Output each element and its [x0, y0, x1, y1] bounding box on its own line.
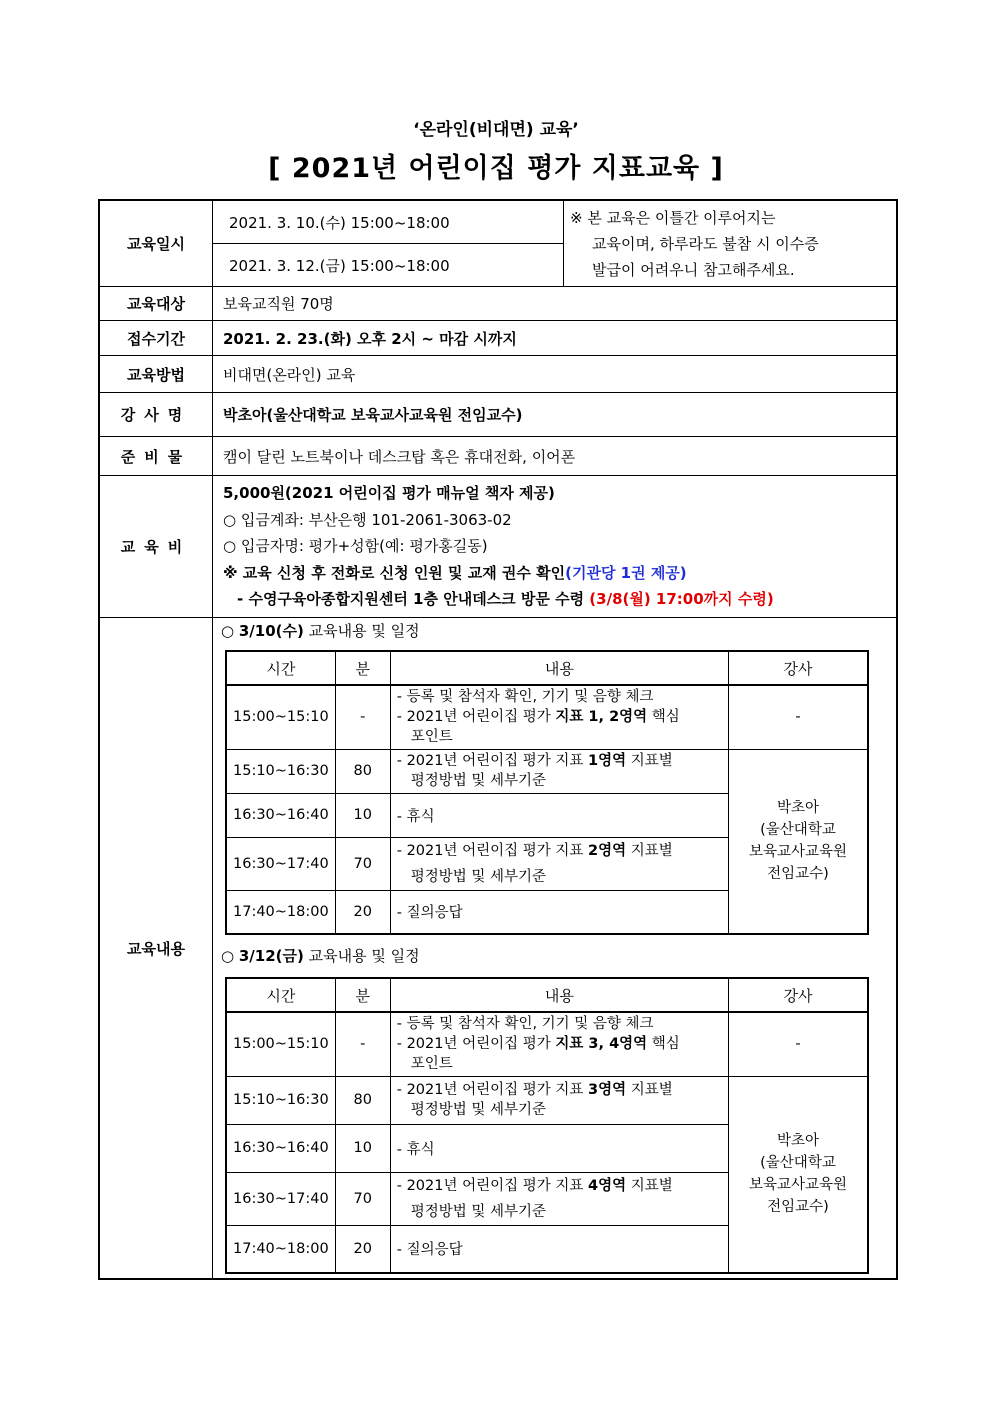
table-row: 17:40~18:00 20 - 질의응답 [226, 890, 868, 934]
label-content: 교육내용 [99, 618, 213, 1280]
col-time: 시간 [226, 651, 335, 685]
row-lecturer [99, 393, 897, 437]
table-row: 15:10~16:30 80 - 2021년 어린이집 평가 지표 3영역 지표별 평정방법 및 세부기준 박초아 (울산대학교 보육교사교육원 전임교수) [226, 1076, 868, 1124]
label-lecturer: 강사명 [99, 393, 213, 437]
col-lecturer: 강사 [729, 978, 869, 1012]
fee-value [213, 476, 898, 618]
lecturer-value: 박초아(울산대학교 보육교사교육원 전임교수) [213, 393, 898, 437]
row-target [99, 287, 897, 321]
table-row: 16:30~16:40 10 - 휴식 [226, 1124, 868, 1172]
col-lecturer: 강사 [729, 651, 869, 685]
row-fee [99, 476, 897, 618]
fee-account: ○ 입금계좌: 부산은행 101-2061-3063-02 [223, 510, 512, 529]
label-method: 교육방법 [99, 356, 213, 393]
label-date: 교육일시 [99, 200, 213, 287]
date-1: 2021. 3. 10.(수) 15:00~18:00 [213, 201, 564, 244]
day2-lecturer-cell: 박초아 (울산대학교 보육교사교육원 전임교수) [729, 1076, 869, 1273]
fee-amount: 5,000원(2021 어린이집 평가 매뉴얼 책자 제공) [223, 484, 555, 503]
date-note: ※ 본 교육은 이틀간 이루어지는 교육이며, 하루라도 불참 시 이수증 발급이 어려우니 참고해주세요. [570, 208, 819, 279]
label-target: 교육대상 [99, 287, 213, 321]
label-fee: 교육비 [99, 476, 213, 618]
day1-schedule-table [225, 650, 869, 935]
target-value: 보육교직원 70명 [213, 287, 898, 321]
document-title: [ 2021년 어린이집 평가 지표교육 ] [268, 153, 724, 184]
fee-notice: ※ 교육 신청 후 전화로 신청 인원 및 교재 권수 확인(기관당 1권 제공) [223, 563, 687, 582]
table-row: 16:30~17:40 70 - 2021년 어린이집 평가 지표 4영역 지표별 평정방법 및 세부기준 [226, 1172, 868, 1225]
col-time: 시간 [226, 978, 335, 1012]
table-row: 16:30~17:40 70 - 2021년 어린이집 평가 지표 2영역 지표별 평정방법 및 세부기준 [226, 837, 868, 890]
registration-value: 2021. 2. 23.(화) 오후 2시 ~ 마감 시까지 [213, 321, 898, 356]
method-value: 비대면(온라인) 교육 [213, 356, 898, 393]
fee-depositor: ○ 입금자명: 평가+성함(예: 평가홍길동) [223, 537, 488, 556]
table-row: 16:30~16:40 10 - 휴식 [226, 793, 868, 837]
row-registration [99, 321, 897, 356]
row-prep [99, 437, 897, 476]
day2-schedule-table [225, 977, 869, 1274]
table-row: 15:00~15:10 - - 등록 및 참석자 확인, 기기 및 음향 체크 - 2021년 어린이집 평가 지표 3, 4영역 핵심 포인트 - [226, 1012, 868, 1076]
table-row: 15:00~15:10 - - 등록 및 참석자 확인, 기기 및 음향 체크 - 2021년 어린이집 평가 지표 1, 2영역 핵심 포인트 - [226, 685, 868, 749]
document-subtitle: ‘온라인(비대면) 교육’ [413, 120, 579, 140]
col-content: 내용 [390, 978, 728, 1012]
content-cell [213, 618, 898, 1280]
fee-pickup: - 수영구육아종합지원센터 1층 안내데스크 방문 수령 (3/8(월) 17:00까지 수령) [237, 590, 774, 609]
row-content [99, 618, 897, 1280]
date-cell [213, 200, 898, 287]
label-prep: 준비물 [99, 437, 213, 476]
day1-lecturer-cell: 박초아 (울산대학교 보육교사교육원 전임교수) [729, 749, 869, 934]
col-min: 분 [335, 978, 390, 1012]
col-min: 분 [335, 651, 390, 685]
date-2: 2021. 3. 12.(금) 15:00~18:00 [213, 244, 564, 287]
info-table [98, 199, 898, 1280]
day1-heading: ○ 3/10(수) 교육내용 및 일정 [221, 622, 420, 640]
day2-heading: ○ 3/12(금) 교육내용 및 일정 [221, 947, 420, 965]
row-date [99, 200, 897, 287]
row-method [99, 356, 897, 393]
col-content: 내용 [390, 651, 728, 685]
table-row: 15:10~16:30 80 - 2021년 어린이집 평가 지표 1영역 지표별 평정방법 및 세부기준 박초아 (울산대학교 보육교사교육원 전임교수) [226, 749, 868, 793]
prep-value: 캠이 달린 노트북이나 데스크탑 혹은 휴대전화, 이어폰 [213, 437, 898, 476]
label-registration: 접수기간 [99, 321, 213, 356]
table-row: 17:40~18:00 20 - 질의응답 [226, 1225, 868, 1273]
